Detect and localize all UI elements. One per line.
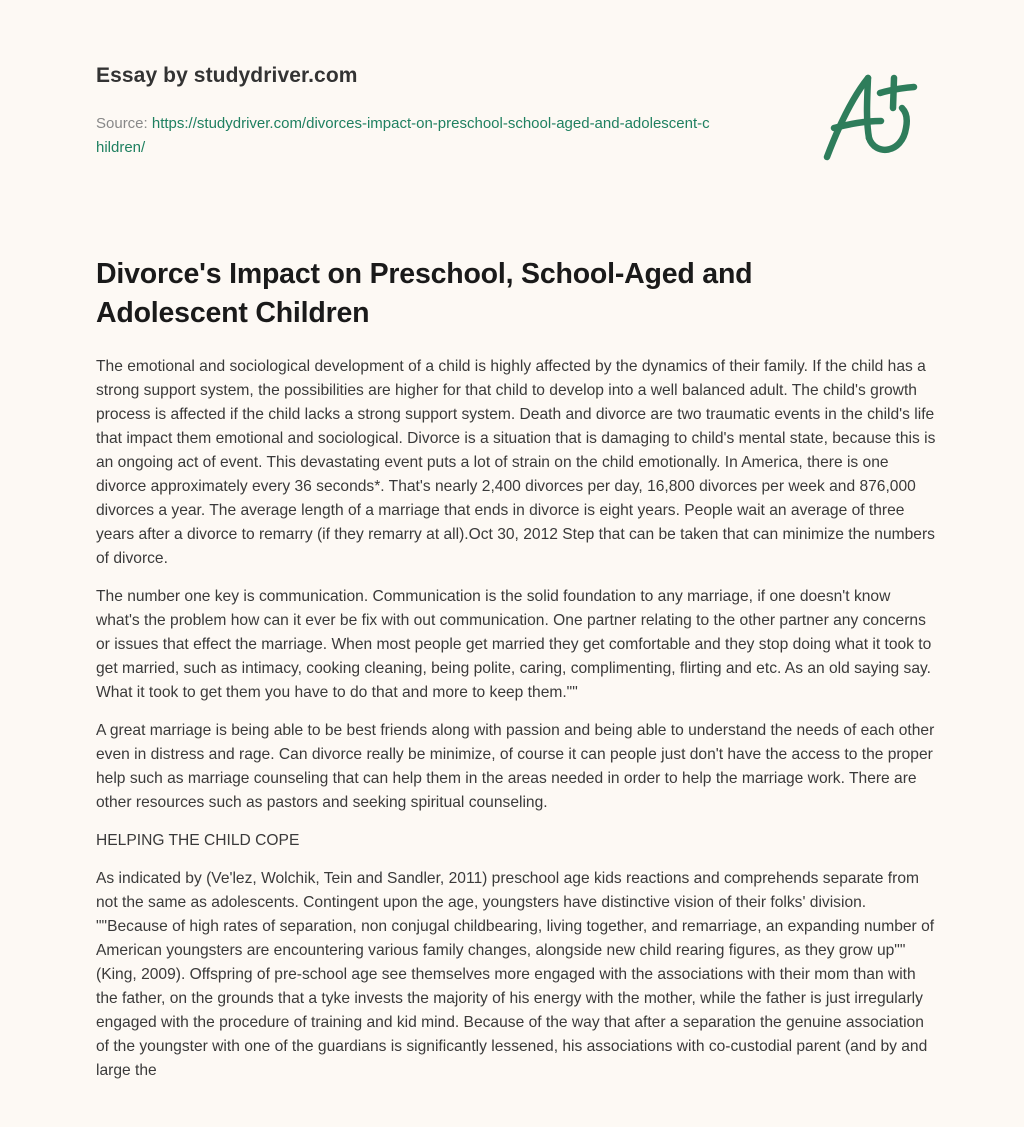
page-header bbox=[96, 0, 936, 200]
essay-page bbox=[96, 0, 936, 1079]
article-paragraph: The emotional and sociological development of a child is highly affected by the dynamics of their family. If the child has a strong support system, the possibilities are higher for that child to develop into a well balanced adult. The child's growth process is affected if the child lacks a strong support system. Death and divorce are two traumatic events in the child's life that impact them emotional and sociological. Divorce is a situation that is damaging to child's mental state, because this is an ongoing act of event. This devastating event puts a lot of strain on the child emotionally. In America, there is one divorce approximately every 36 seconds*. That's nearly 2,400 divorces per day, 16,800 divorces per week and 876,000 divorces a year. The average length of a marriage that ends in divorce is eight years. People wait an average of three years after a divorce to remarry (if they remarry at all).Oct 30, 2012 Step that can be taken that can minimize the numbers of divorce. bbox=[96, 358, 936, 567]
article-paragraph: A great marriage is being able to be best friends along with passion and being able to understand the needs of each other even in distress and rage. Can divorce really be minimize, of course it can people just don't have the access to the proper help such as marriage counseling that can help them in the areas needed in order to help the marriage work. There are other resources such as pastors and seeking spiritual counseling. bbox=[96, 722, 935, 811]
article-paragraph: As indicated by (Ve'lez, Wolchik, Tein and Sandler, 2011) preschool age kids reactions and comprehends separate from not the same as adolescents. Contingent upon the age, youngsters have distinctive vision of their folks' division. ""Because of high rates of separation, non conjugal childbearing, living together, and remarriage, an expanding number of American youngsters are encountering various family changes, alongside new child rearing figures, as they grow up"" (King, 2009). Offspring of pre-school age see themselves more engaged with the associations with their mom than with the father, on the grounds that a tyke invests the majority of his energy with the mother, while the father is just irregularly engaged with the procedure of training and kid mind. Because of the way that after a separation the genuine association of the youngster with one of the guardians is significantly lessened, his associations with co-custodial parent (and by and large the bbox=[96, 870, 935, 1079]
article-title: Divorce's Impact on Preschool, School-Aged and Adolescent Children bbox=[96, 258, 753, 329]
source-link[interactable]: https://studydriver.com/divorces-impact-on-preschool-school-aged-and-adolescent-children/ bbox=[96, 115, 710, 156]
source-label: Source: bbox=[96, 115, 148, 132]
article-paragraph: The number one key is communication. Communication is the solid foundation to any marriage, if one doesn't know what's the problem how can it ever be fix with out communication. One partner relating to the other partner any concerns or issues that effect the marriage. When most people get married they get comfortable and they stop doing what it took to get married, such as intimacy, cooking cleaning, being polite, caring, complimenting, flirting and etc. As an old saying say. What it took to get them you have to do that and more to keep them."" bbox=[96, 588, 932, 701]
brand-title: Essay by studydriver.com bbox=[96, 64, 358, 87]
source-line bbox=[96, 112, 716, 160]
article-body bbox=[96, 355, 938, 1097]
section-heading: HELPING THE CHILD COPE bbox=[96, 832, 300, 849]
a-plus-grade-icon bbox=[820, 66, 930, 170]
